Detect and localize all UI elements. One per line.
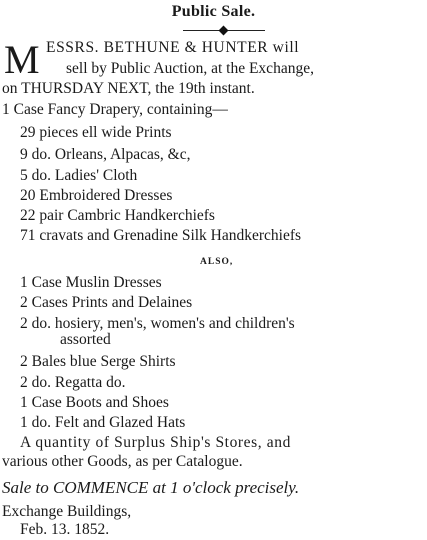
list-item: 9 do. Orleans, Alpacas, &c, — [20, 146, 191, 163]
list-item: 1 Case Boots and Shoes — [20, 394, 169, 411]
list-item: 2 do. Regatta do. — [20, 374, 126, 391]
also-heading: ALSO, — [200, 257, 234, 267]
list-item: 2 Bales blue Serge Shirts — [20, 353, 176, 370]
surplus-line-1: A quantity of Surplus Ship's Stores, and — [20, 434, 291, 451]
drop-cap: M — [4, 37, 40, 82]
intro-line-1: ESSRS. BETHUNE & HUNTER will — [46, 39, 300, 56]
list-item: 20 Embroidered Dresses — [20, 187, 173, 204]
diamond-ornament-icon — [219, 26, 229, 36]
footer-date: Feb. 13. 1852. — [20, 521, 110, 538]
list-item: 2 Cases Prints and Delaines — [20, 294, 193, 311]
list-item: 29 pieces ell wide Prints — [20, 124, 172, 141]
list-item: assorted — [60, 331, 111, 348]
intro-line-3: on THURSDAY NEXT, the 19th instant. — [2, 80, 255, 97]
footer-place: Exchange Buildings, — [2, 503, 132, 520]
notice-title: Public Sale. — [171, 3, 256, 20]
list-item: 5 do. Ladies' Cloth — [20, 167, 138, 184]
list-item: 71 cravats and Grenadine Silk Handkerchiefs — [20, 227, 302, 244]
case-one-heading: 1 Case Fancy Drapery, containing— — [2, 101, 228, 118]
intro-line-2: sell by Public Auction, at the Exchange, — [66, 60, 314, 77]
list-item: 22 pair Cambric Handkerchiefs — [20, 207, 215, 224]
commence-line: Sale to COMMENCE at 1 o'clock precisely. — [2, 478, 300, 497]
list-item: 2 do. hosiery, men's, women's and children's — [20, 315, 295, 332]
list-item: 1 Case Muslin Dresses — [20, 274, 162, 291]
surplus-line-2: various other Goods, as per Catalogue. — [2, 453, 243, 470]
list-item: 1 do. Felt and Glazed Hats — [20, 414, 186, 431]
